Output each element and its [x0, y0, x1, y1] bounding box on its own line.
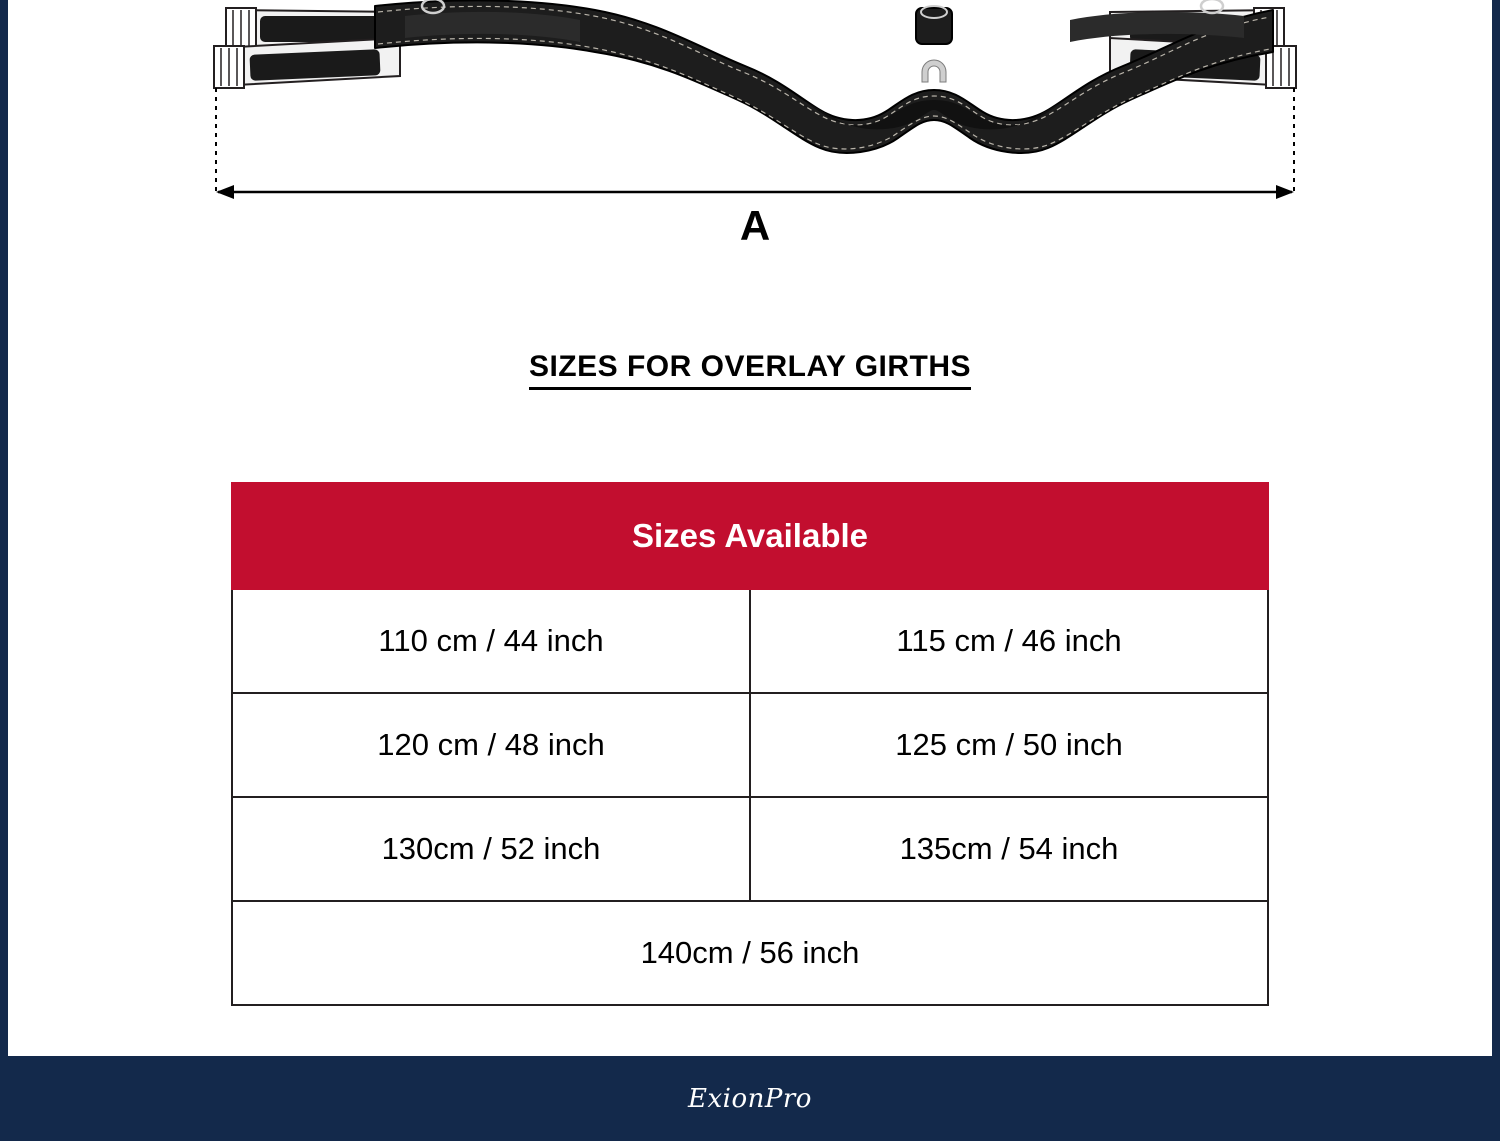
table-header-row — [232, 483, 1268, 589]
size-cell: 115 cm / 46 inch — [750, 589, 1268, 693]
product-illustration-area — [0, 0, 1500, 260]
size-cell-full-width: 140cm / 56 inch — [232, 901, 1268, 1005]
footer-bar — [0, 1056, 1500, 1141]
dimension-label-a: A — [739, 202, 771, 249]
table-row — [232, 693, 1268, 797]
table-row — [232, 901, 1268, 1005]
dimension-annotation — [216, 88, 1294, 249]
table-row — [232, 797, 1268, 901]
size-cell: 120 cm / 48 inch — [232, 693, 750, 797]
girth-body — [370, 0, 1273, 153]
left-strap-group — [214, 8, 400, 88]
page-title — [0, 350, 1500, 384]
table-row — [232, 589, 1268, 693]
sizes-table — [231, 482, 1269, 1006]
size-cell: 125 cm / 50 inch — [750, 693, 1268, 797]
page-title-text: SIZES FOR OVERLAY GIRTHS — [529, 350, 971, 390]
size-cell: 130cm / 52 inch — [232, 797, 750, 901]
size-cell: 135cm / 54 inch — [750, 797, 1268, 901]
brand-logo: ExionPro — [688, 1083, 812, 1114]
table-header-cell: Sizes Available — [232, 483, 1268, 589]
girth-diagram-svg — [200, 0, 1310, 260]
size-cell: 110 cm / 44 inch — [232, 589, 750, 693]
